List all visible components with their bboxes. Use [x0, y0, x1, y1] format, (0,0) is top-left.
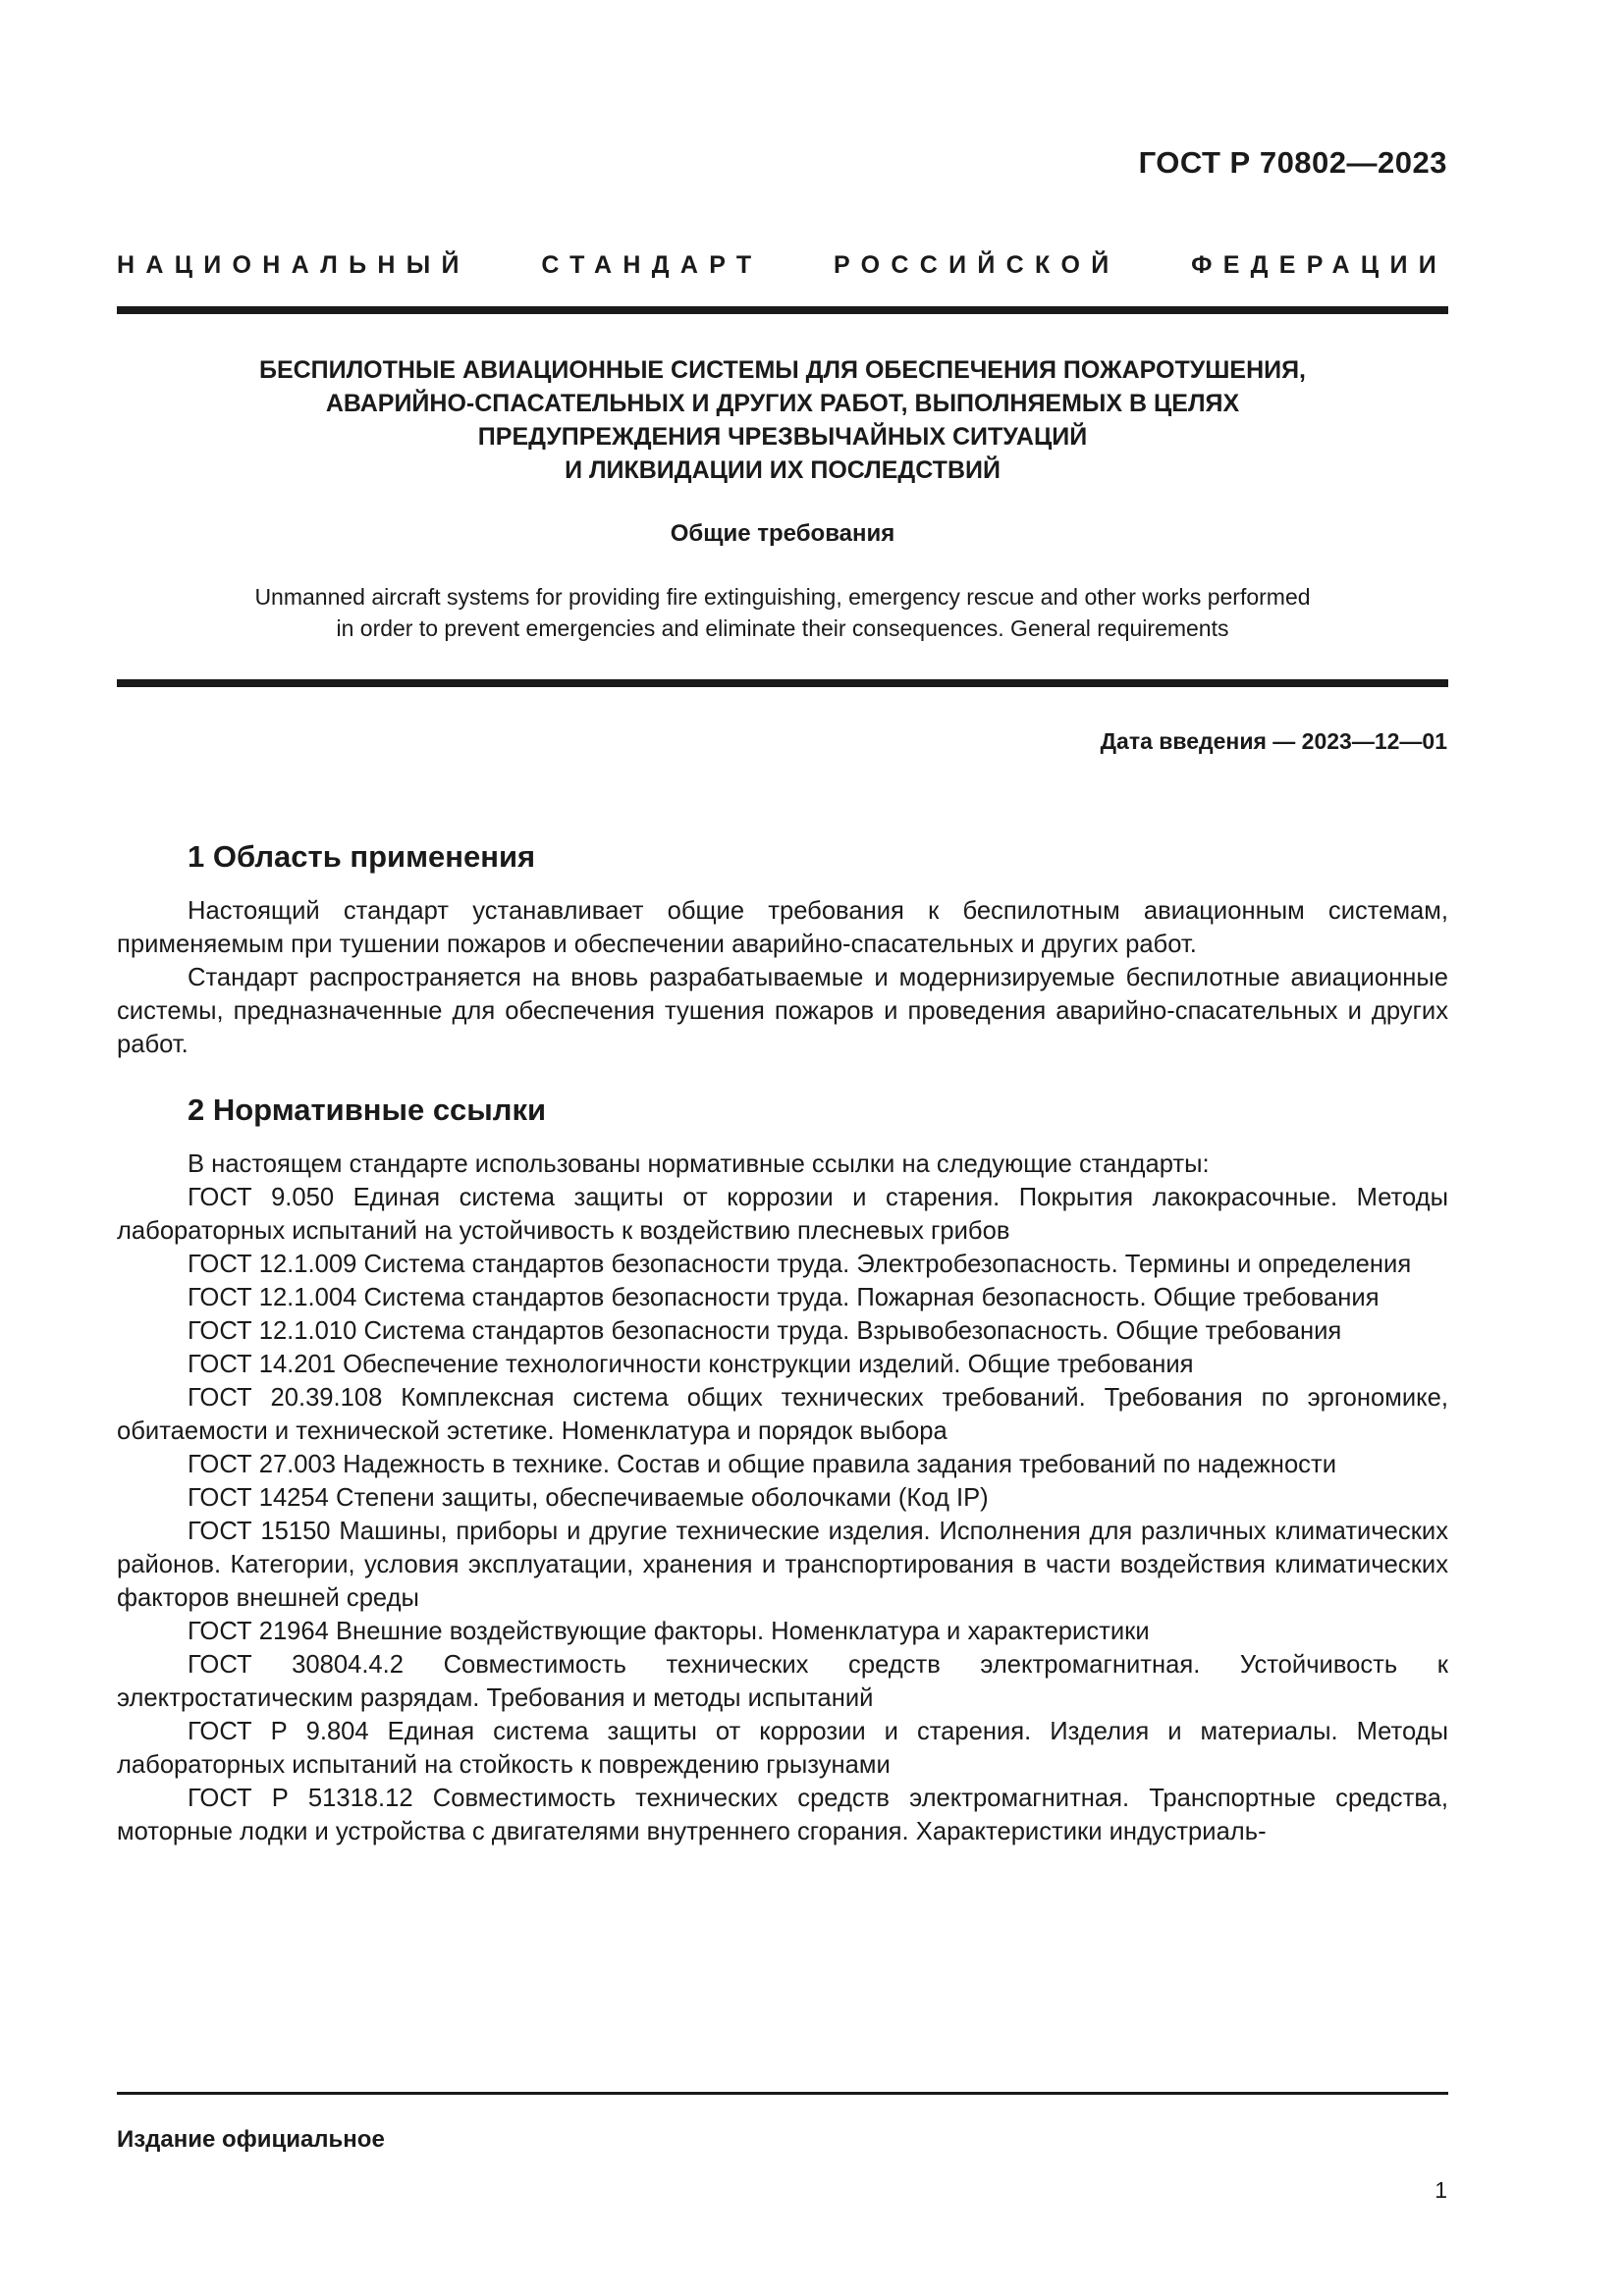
document-subtitle: Общие требования	[670, 520, 895, 547]
english-title-line: Unmanned aircraft systems for providing fire extinguishing, emergency rescue and other works performed	[254, 584, 1311, 610]
paragraph: В настоящем стандарте использованы нормативные ссылки на следующие стандарты:	[188, 1150, 1210, 1178]
reference-item: ГОСТ 9.050 Единая система защиты от коррозии и старения. Покрытия лакокрасочные. Методы лабораторных испытаний на устойчивость к воздействию плесневых грибов	[117, 1184, 1448, 1245]
reference-item: ГОСТ 30804.4.2 Совместимость технических средств электромагнитная. Устойчивость к электростатическим разрядам. Требования и методы испытаний	[117, 1651, 1448, 1712]
title-line: И ЛИКВИДАЦИИ ИХ ПОСЛЕДСТВИЙ	[565, 456, 1001, 484]
document-title	[117, 353, 1448, 487]
title-line: БЕСПИЛОТНЫЕ АВИАЦИОННЫЕ СИСТЕМЫ ДЛЯ ОБЕСПЕЧЕНИЯ ПОЖАРОТУШЕНИЯ,	[258, 356, 1306, 384]
title-bottom-rule	[117, 679, 1448, 687]
reference-item: ГОСТ 27.003 Надежность в технике. Состав и общие правила задания требований по надежности	[188, 1451, 1336, 1478]
reference-item: ГОСТ 21964 Внешние воздействующие факторы. Номенклатура и характеристики	[188, 1618, 1150, 1645]
page-number: 1	[1435, 2177, 1447, 2203]
reference-item: ГОСТ 20.39.108 Комплексная система общих технических требований. Требования по эргономике, обитаемости и технической эстетике. Номенклатура и порядок выбора	[117, 1384, 1448, 1445]
reference-item: ГОСТ 12.1.010 Система стандартов безопасности труда. Взрывобезопасность. Общие требования	[188, 1317, 1342, 1345]
document-body	[117, 837, 1448, 1848]
english-title-line: in order to prevent emergencies and eliminate their consequences. General requirements	[336, 615, 1229, 641]
reference-item: ГОСТ 14.201 Обеспечение технологичности конструкции изделий. Общие требования	[188, 1351, 1194, 1378]
paragraph: Настоящий стандарт устанавливает общие требования к беспилотным авиационным системам, применяемым при тушении пожаров и обеспечении аварийно-спасательных и других работ.	[117, 897, 1448, 958]
reference-item: ГОСТ Р 9.804 Единая система защиты от коррозии и старения. Изделия и материалы. Методы лабораторных испытаний на стойкость к повреждению грызунами	[117, 1718, 1448, 1779]
reference-item: ГОСТ 12.1.009 Система стандартов безопасности труда. Электробезопасность. Термины и определения	[188, 1251, 1412, 1278]
title-line: АВАРИЙНО-СПАСАТЕЛЬНЫХ И ДРУГИХ РАБОТ, ВЫПОЛНЯЕМЫХ В ЦЕЛЯХ	[325, 390, 1240, 417]
section-heading: 2 Нормативные ссылки	[188, 1093, 547, 1127]
footer-rule	[117, 2092, 1448, 2095]
paragraph: Стандарт распространяется на вновь разрабатываемые и модернизируемые беспилотные авиационные системы, предназначенные для обеспечения тушения пожаров и проведения аварийно-спасательных и других работ.	[117, 964, 1448, 1058]
standard-designation: ГОСТ Р 70802—2023	[1138, 145, 1447, 180]
section-heading: 1 Область применения	[188, 839, 536, 874]
introduction-date: Дата введения — 2023—12—01	[1100, 728, 1447, 754]
reference-item: ГОСТ 14254 Степени защиты, обеспечиваемые оболочками (Код IP)	[188, 1484, 989, 1512]
english-title	[117, 581, 1448, 644]
top-rule	[117, 306, 1448, 314]
reference-item: ГОСТ 15150 Машины, приборы и другие технические изделия. Исполнения для различных климатических районов. Категории, условия эксплуатации, хранения и транспортирования в части воздействия климатических факторов внешней среды	[117, 1518, 1448, 1612]
reference-item: ГОСТ 12.1.004 Система стандартов безопасности труда. Пожарная безопасность. Общие требования	[188, 1284, 1380, 1311]
national-standard-heading: НАЦИОНАЛЬНЫЙ СТАНДАРТ РОССИЙСКОЙ ФЕДЕРАЦИИ	[117, 251, 1447, 279]
reference-item: ГОСТ Р 51318.12 Совместимость технических средств электромагнитная. Транспортные средства, моторные лодки и устройства с двигателями внутреннего сгорания. Характеристики индустриаль-	[117, 1785, 1448, 1845]
official-edition-label: Издание официальное	[117, 2126, 385, 2153]
title-line: ПРЕДУПРЕЖДЕНИЯ ЧРЕЗВЫЧАЙНЫХ СИТУАЦИЙ	[477, 423, 1088, 451]
